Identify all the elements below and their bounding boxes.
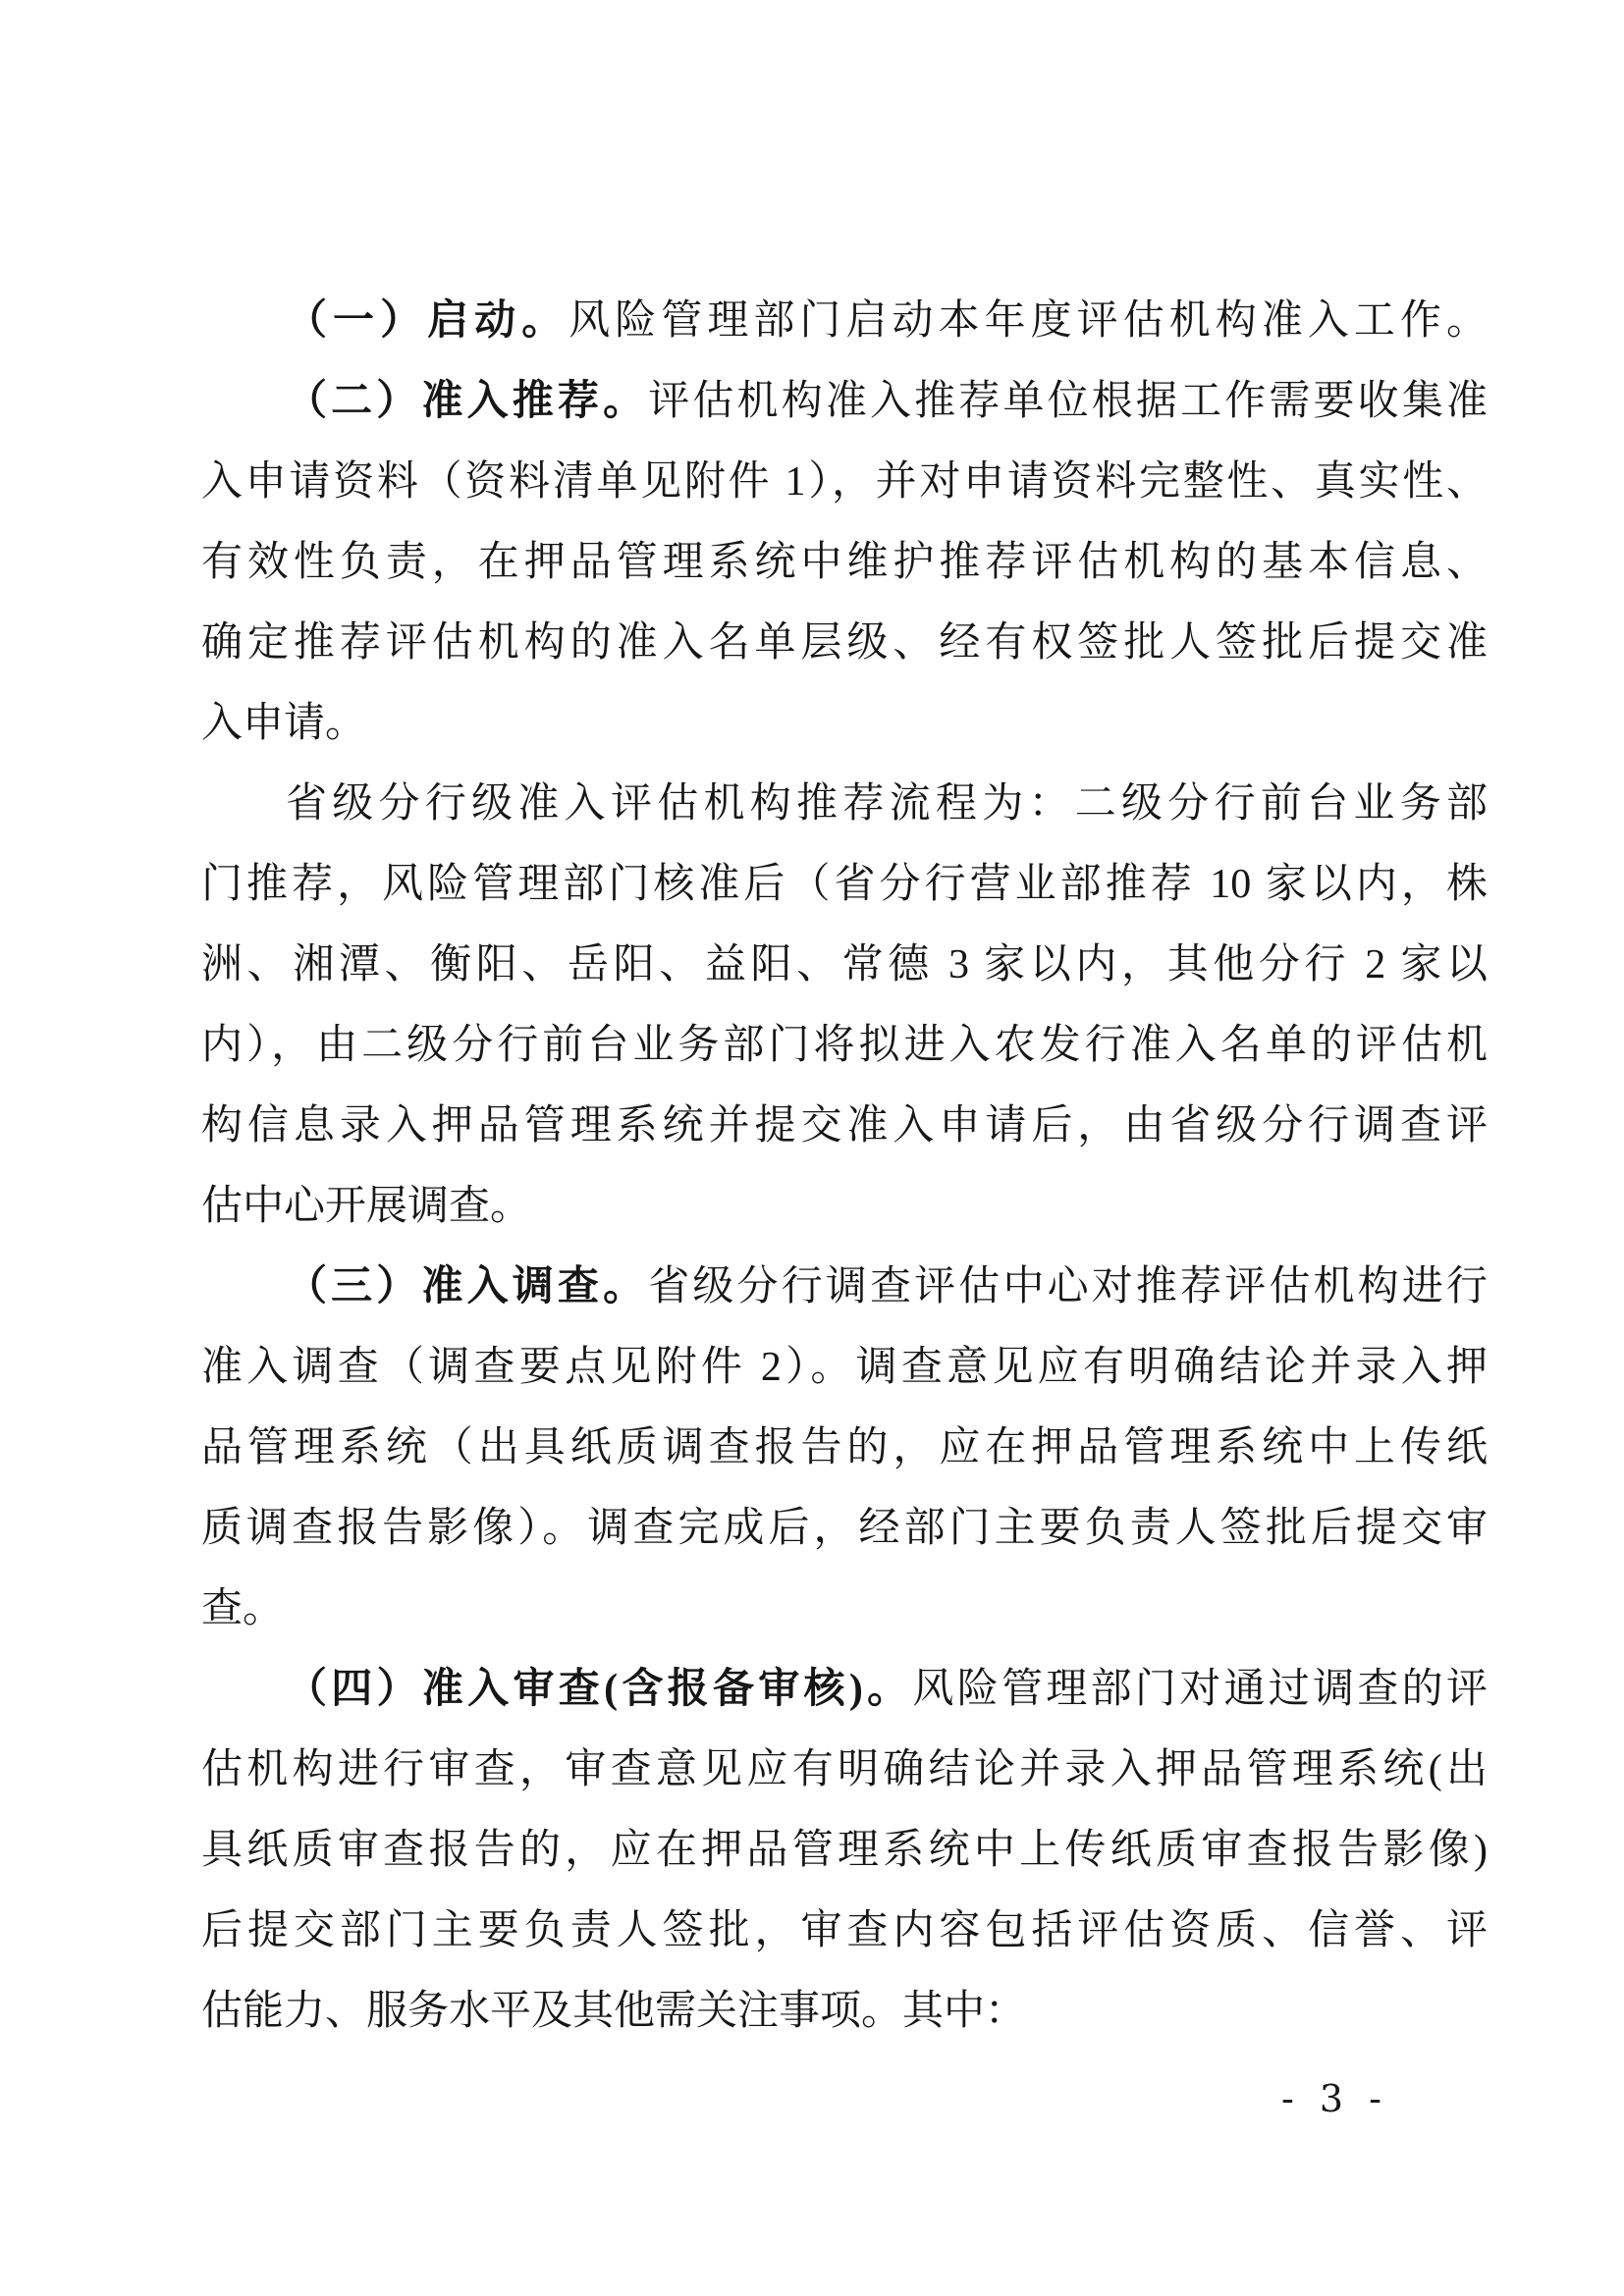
body-text: 省级分行调查评估中心对推荐评估机构进行 — [648, 1264, 1488, 1309]
text-line — [201, 1971, 1488, 2052]
body-text: 后提交部门主要负责人签批，审查内容包括评估资质、信誉、评 — [201, 1908, 1488, 1953]
text-line — [201, 1488, 1488, 1569]
text-line — [201, 1327, 1488, 1408]
text-line — [201, 281, 1488, 361]
heading-text: （三）准入调查。 — [286, 1264, 649, 1309]
text-line — [201, 844, 1488, 925]
body-text: 省级分行级准入评估机构推荐流程为：二级分行前台业务部 — [286, 781, 1488, 827]
body-text: 估机构进行审查，审查意见应有明确结论并录入押品管理系统(出 — [201, 1747, 1488, 1792]
body-text: 查。 — [201, 1586, 285, 1631]
body-text: 构信息录入押品管理系统并提交准入申请后，由省级分行调查评 — [201, 1103, 1488, 1148]
body-text: 具纸质审查报告的，应在押品管理系统中上传纸质审查报告影像) — [201, 1828, 1488, 1873]
text-line — [201, 1166, 1488, 1247]
body-text: 确定推荐评估机构的准入名单层级、经有权签批人签批后提交准 — [201, 620, 1488, 666]
document-body — [201, 281, 1488, 2052]
body-text: 入申请资料（资料清单见附件 1），并对申请资料完整性、真实性、 — [201, 459, 1488, 505]
text-line — [201, 764, 1488, 844]
text-line — [201, 683, 1488, 764]
heading-text: （二）准入推荐。 — [286, 379, 649, 424]
body-text: 质调查报告影像）。调查完成后，经部门主要负责人签批后提交审 — [201, 1506, 1488, 1551]
text-line — [201, 925, 1488, 1005]
text-line — [201, 1005, 1488, 1086]
body-text: 内），由二级分行前台业务部门将拟进入农发行准入名单的评估机 — [201, 1023, 1488, 1068]
body-text: 入申请。 — [201, 701, 367, 746]
body-text: 估中心开展调查。 — [201, 1184, 532, 1229]
text-line — [201, 1891, 1488, 1971]
text-line — [201, 522, 1488, 603]
text-line — [201, 1649, 1488, 1730]
body-text: 估能力、服务水平及其他需关注事项。其中： — [201, 1989, 1027, 2034]
body-text: 洲、湘潭、衡阳、岳阳、益阳、常德 3 家以内，其他分行 2 家以 — [201, 942, 1488, 988]
text-line — [201, 361, 1488, 442]
text-line — [201, 1408, 1488, 1488]
text-line — [201, 1247, 1488, 1327]
text-line — [201, 1730, 1488, 1810]
heading-text: （四）准入审查(含报备审核)。 — [286, 1667, 913, 1712]
body-text: 风险管理部门启动本年度评估机构准入工作。 — [568, 298, 1488, 344]
text-line — [201, 603, 1488, 683]
body-text: 风险管理部门对通过调查的评 — [912, 1667, 1488, 1712]
body-text: 有效性负责，在押品管理系统中维护推荐评估机构的基本信息、 — [201, 540, 1488, 585]
heading-text: （一）启动。 — [286, 298, 569, 344]
text-line — [201, 1569, 1488, 1649]
body-text: 准入调查（调查要点见附件 2）。调查意见应有明确结论并录入押 — [201, 1345, 1488, 1390]
body-text: 门推荐，风险管理部门核准后（省分行营业部推荐 10 家以内，株 — [201, 862, 1488, 907]
body-text: 评估机构准入推荐单位根据工作需要收集准 — [648, 379, 1488, 424]
text-line — [201, 1086, 1488, 1166]
body-text: 品管理系统（出具纸质调查报告的，应在押品管理系统中上传纸 — [201, 1425, 1488, 1470]
page-number: - 3 - — [1280, 2077, 1388, 2120]
text-line — [201, 442, 1488, 522]
text-line — [201, 1810, 1488, 1891]
